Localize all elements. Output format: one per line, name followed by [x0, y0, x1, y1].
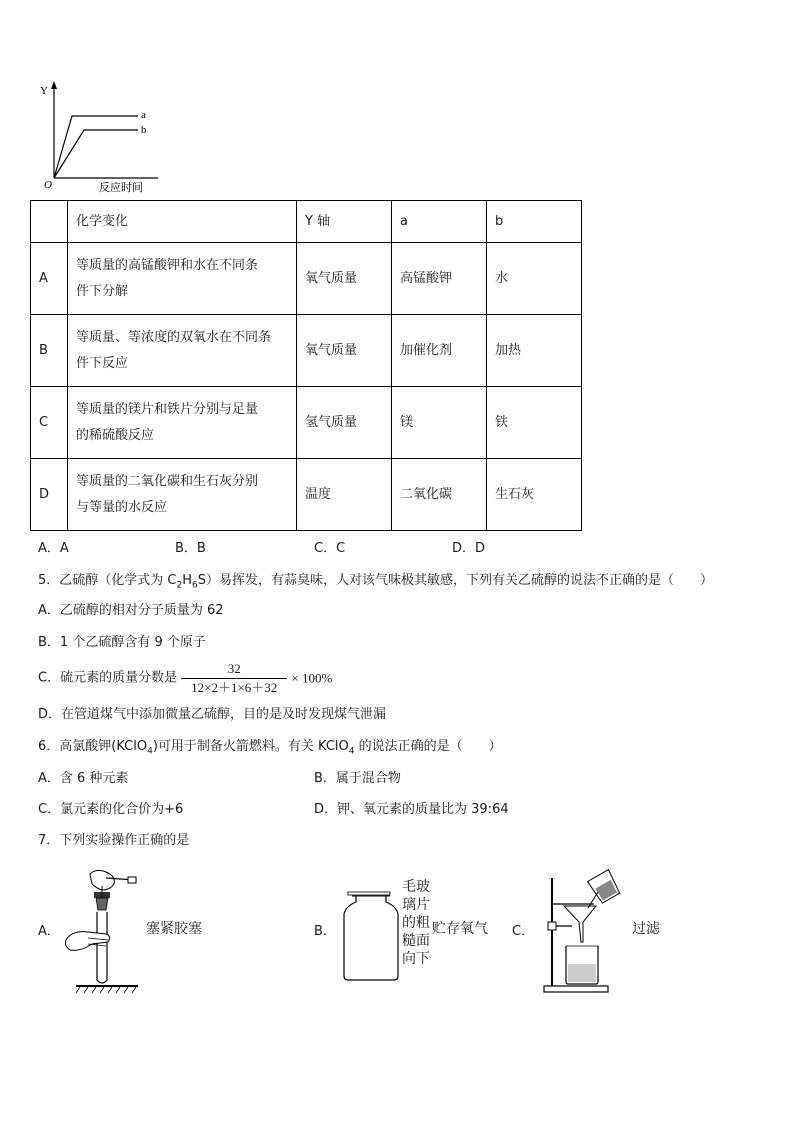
y-axis-arrow	[51, 81, 57, 89]
row-label: A	[31, 243, 68, 315]
a-cell: 高锰酸钾	[392, 243, 487, 315]
change-line: 件下分解	[76, 283, 129, 299]
change-cell	[68, 315, 297, 387]
line-b-label: b	[141, 124, 147, 136]
note-line: 的粗	[402, 915, 430, 931]
change-line: 与等量的水反应	[76, 499, 168, 515]
table-header-cell: Y 轴	[297, 201, 392, 243]
change-cell	[68, 243, 297, 315]
q5-option-b: B．1 个乙硫醇含有 9 个原子	[38, 635, 206, 650]
q5-sub: 6	[192, 580, 198, 591]
q6-sub: 4	[348, 746, 355, 757]
row-label: C	[31, 387, 68, 459]
q6-stem-pre: 6．高氯酸钾(KClO	[38, 739, 148, 754]
line-a-label: a	[141, 109, 146, 121]
y-axis-label: Y	[40, 85, 48, 97]
change-line: 等质量的镁片和铁片分别与足量	[76, 401, 259, 417]
change-line: 等质量的二氧化碳和生石灰分别	[76, 473, 259, 489]
note-line: 糙面	[402, 933, 430, 949]
y-cell: 温度	[297, 459, 392, 531]
b-cell: 水	[487, 243, 582, 315]
stopper-figure	[62, 866, 142, 994]
q5-stem-pre: 5．乙硫醇（化学式为 C	[38, 573, 177, 588]
a-cell: 二氧化碳	[392, 459, 487, 531]
q7-option-c-caption: 过滤	[632, 921, 660, 937]
y-cell: 氧气质量	[297, 243, 392, 315]
row-label: D	[31, 459, 68, 531]
fraction-denominator: 12×2＋1×6＋32	[191, 680, 278, 695]
mass-fraction	[181, 660, 287, 697]
origin-label: O	[44, 179, 52, 191]
b-cell: 生石灰	[487, 459, 582, 531]
change-cell	[68, 387, 297, 459]
table-row	[31, 459, 582, 531]
b-cell: 铁	[487, 387, 582, 459]
note-line: 毛玻	[402, 879, 430, 895]
line-a	[54, 116, 138, 178]
q5-stem-post: S）易挥发，有蒜臭味，人对该气味极其敏感，下列有关乙硫醇的说法不正确的是（ ）	[197, 573, 713, 588]
change-line: 件下反应	[76, 355, 129, 371]
q6-option-b: B．属于混合物	[314, 771, 401, 786]
q6-stem-post: 的说法正确的是（ ）	[354, 739, 502, 754]
q5-option-d: D．在管道煤气中添加微量乙硫醇，目的是及时发现煤气泄漏	[38, 707, 387, 722]
q6-option-a: A．含 6 种元素	[38, 771, 129, 786]
change-line: 的稀硫酸反应	[76, 427, 155, 443]
table-row	[31, 243, 582, 315]
q7-option-a-caption: 塞紧胶塞	[146, 921, 202, 937]
q7-stem: 7．下列实验操作正确的是	[38, 833, 190, 848]
q6-stem	[38, 738, 502, 761]
option-d: D．D	[452, 541, 486, 556]
q7-option-c-label: C．	[512, 924, 535, 939]
glass-plate-note	[402, 878, 430, 968]
reaction-table	[30, 200, 582, 531]
change-line: 等质量、等浓度的双氧水在不同条	[76, 329, 272, 345]
note-line: 向下	[402, 951, 430, 967]
q7-option-b-label: B．	[314, 924, 336, 939]
q5-sub: 2	[176, 580, 183, 591]
table-header-cell: 化学变化	[68, 201, 297, 243]
line-b	[54, 130, 138, 178]
q6-option-d: D．钾、氧元素的质量比为 39:64	[314, 802, 509, 817]
table-header-cell: a	[392, 201, 487, 243]
fraction-numerator: 32	[181, 660, 287, 679]
filtration-figure	[538, 868, 628, 996]
gas-bottle-figure	[338, 888, 404, 982]
option-c: C．C	[314, 541, 346, 556]
q5-option-c	[38, 660, 332, 697]
a-cell: 镁	[392, 387, 487, 459]
q6-sub: 4	[147, 746, 153, 757]
y-cell: 氧气质量	[297, 315, 392, 387]
table-row	[31, 387, 582, 459]
change-line: 等质量的高锰酸钾和水在不同条	[76, 257, 259, 273]
q7-option-a-label: A．	[38, 924, 60, 939]
reaction-graph	[36, 78, 166, 196]
q5-option-a: A．乙硫醇的相对分子质量为 62	[38, 603, 224, 618]
q5-option-c-post: × 100%	[291, 670, 333, 686]
change-cell	[68, 459, 297, 531]
q5-option-c-pre: C．硫元素的质量分数是	[38, 670, 178, 686]
row-label: B	[31, 315, 68, 387]
q5-stem	[38, 572, 713, 595]
q5-stem-mid: H	[182, 573, 192, 588]
x-axis-label: 反应时间	[99, 181, 143, 194]
b-cell: 加热	[487, 315, 582, 387]
a-cell: 加催化剂	[392, 315, 487, 387]
note-line: 璃片	[402, 897, 430, 913]
table-header-cell	[31, 201, 68, 243]
option-b: B．B	[175, 541, 206, 556]
q6-option-c: C．氯元素的化合价为+6	[38, 802, 184, 817]
q6-stem-mid: )可用于制备火箭燃料。有关 KClO	[152, 739, 349, 754]
table-row	[31, 315, 582, 387]
y-cell: 氢气质量	[297, 387, 392, 459]
table-header-row	[31, 201, 582, 243]
q7-option-b-caption: 贮存氧气	[432, 921, 488, 937]
option-a: A．A	[38, 541, 69, 556]
table-header-cell: b	[487, 201, 582, 243]
